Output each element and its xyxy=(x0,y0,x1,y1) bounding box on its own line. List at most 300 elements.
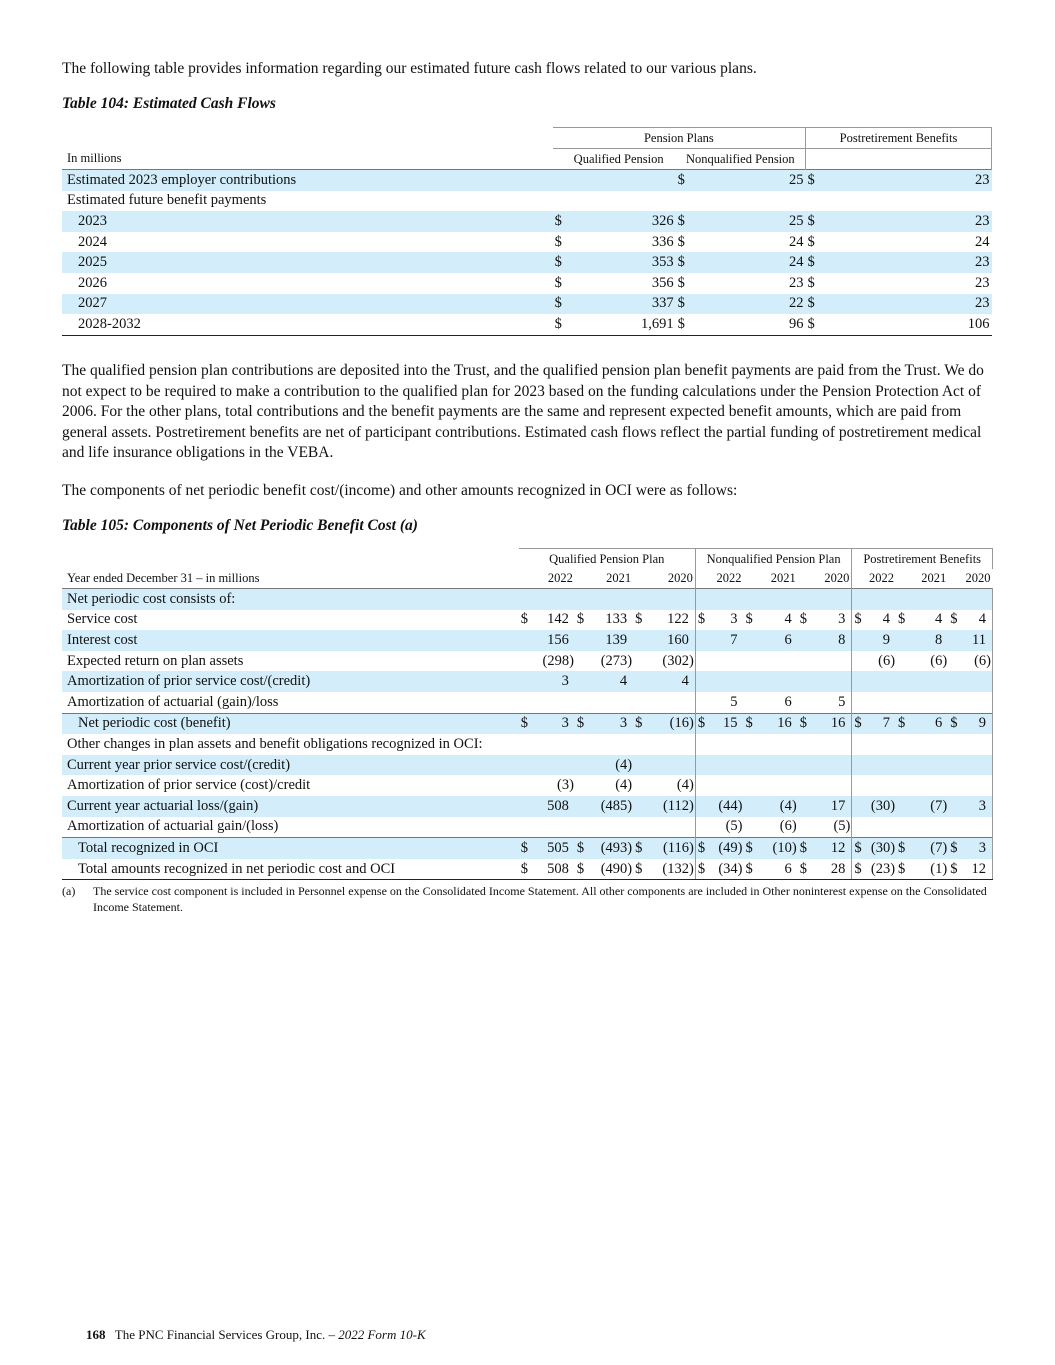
cell-value: 3 xyxy=(962,838,992,859)
cell-value: (30) xyxy=(866,838,896,859)
cell-value xyxy=(910,692,948,713)
currency-symbol xyxy=(633,755,647,776)
currency-symbol: $ xyxy=(554,274,562,291)
currency-symbol xyxy=(744,796,758,817)
cell-value: 133 xyxy=(605,611,628,628)
cell-value xyxy=(758,671,798,692)
cell-value xyxy=(812,775,852,796)
currency-symbol: $ xyxy=(896,713,910,734)
currency-symbol xyxy=(695,630,709,651)
cell-value: 28 xyxy=(812,859,852,880)
currency-symbol xyxy=(798,775,812,796)
cell-value xyxy=(962,671,992,692)
currency-symbol xyxy=(575,671,589,692)
currency-symbol: $ xyxy=(806,314,826,335)
cell-value: 23 xyxy=(826,211,992,232)
components-intro: The components of net periodic benefit cost/(income) and other amounts recognized in OCI were as follows: xyxy=(62,482,738,499)
table-row xyxy=(62,692,993,713)
currency-symbol xyxy=(695,796,709,817)
row-label: Total recognized in OCI xyxy=(62,838,519,859)
row-label: Estimated future benefit payments xyxy=(67,192,267,209)
currency-symbol xyxy=(575,692,589,713)
year-header: 2021 xyxy=(921,571,947,585)
group-header-nonqualified-plan: Nonqualified Pension Plan xyxy=(695,549,852,570)
row-label: Current year prior service cost/(credit) xyxy=(62,755,519,776)
cell-value: 16 xyxy=(758,713,798,734)
currency-symbol xyxy=(852,630,866,651)
cell-value: 6 xyxy=(784,693,792,710)
cell-value: 139 xyxy=(589,630,633,651)
cell-value: 25 xyxy=(696,211,806,232)
cell-value: 12 xyxy=(962,859,992,880)
currency-symbol: $ xyxy=(519,859,533,880)
currency-symbol xyxy=(852,755,866,776)
currency-symbol xyxy=(744,692,758,713)
cell-value xyxy=(647,589,695,610)
cell-value: (4) xyxy=(589,755,633,776)
table-105-title: Table 105: Components of Net Periodic Benefit Cost (a) xyxy=(62,517,418,534)
cell-value: 12 xyxy=(812,838,852,859)
cell-value xyxy=(866,692,896,713)
net-periodic-benefit-cost-table xyxy=(62,548,993,880)
cell-value: 4 xyxy=(882,611,891,628)
cell-value xyxy=(962,817,992,838)
currency-symbol xyxy=(948,817,962,838)
currency-symbol xyxy=(896,775,910,796)
table-row xyxy=(62,775,993,796)
currency-symbol: $ xyxy=(519,838,533,859)
currency-symbol xyxy=(852,589,866,610)
currency-symbol xyxy=(896,796,910,817)
currency-symbol xyxy=(633,651,647,672)
cell-value xyxy=(573,170,676,191)
currency-symbol xyxy=(519,775,533,796)
cell-value: 4 xyxy=(934,611,943,628)
cell-value xyxy=(533,692,575,713)
currency-symbol xyxy=(744,589,758,610)
cell-value xyxy=(910,775,948,796)
table-104-title: Table 104: Estimated Cash Flows xyxy=(62,95,276,112)
currency-symbol xyxy=(744,734,758,755)
currency-symbol xyxy=(633,796,647,817)
cell-value: (298) xyxy=(542,652,574,669)
cell-value xyxy=(812,589,852,610)
cell-value xyxy=(709,589,743,610)
currency-symbol xyxy=(852,734,866,755)
cell-value: (49) xyxy=(709,838,743,859)
cell-value xyxy=(962,755,992,776)
currency-symbol xyxy=(633,817,647,838)
currency-symbol xyxy=(948,775,962,796)
currency-symbol: $ xyxy=(948,838,962,859)
currency-symbol: $ xyxy=(635,611,643,628)
cell-value xyxy=(910,817,948,838)
cell-value xyxy=(696,191,806,212)
cell-value: 8 xyxy=(812,630,852,651)
table-row xyxy=(62,630,993,651)
cell-value: 4 xyxy=(647,671,695,692)
cell-value: (5) xyxy=(725,818,743,835)
currency-symbol xyxy=(806,191,826,212)
table-row xyxy=(62,170,992,191)
cell-value: 3 xyxy=(730,611,738,628)
currency-symbol xyxy=(575,734,589,755)
currency-symbol: $ xyxy=(898,611,906,628)
cell-value: (23) xyxy=(866,859,896,880)
cell-value xyxy=(709,755,743,776)
currency-symbol: $ xyxy=(695,713,709,734)
cell-value xyxy=(812,651,852,672)
body-paragraph: The qualified pension plan contributions are deposited into the Trust, and the qualified pension plan benefit payments are paid from the Trust. We do not expect to be required to make a contribution to the qualified plan for 2023 based on the funding calculations under the Pension Protection Act of 2006. For the other plans, total contributions and the benefit payments are the same and represent expected benefit amounts, which are paid from general assets. Postretirement benefits are net of participant contributions. Estimated cash flows reflect the partial funding of postretirement medical and life insurance obligations in the VEBA. xyxy=(62,362,984,462)
cell-value xyxy=(910,671,948,692)
cell-value xyxy=(709,734,743,755)
cell-value: (34) xyxy=(709,859,743,880)
currency-symbol xyxy=(519,734,533,755)
cell-value: 4 xyxy=(784,611,792,628)
currency-symbol: $ xyxy=(695,610,709,631)
cell-value xyxy=(573,191,676,212)
currency-symbol xyxy=(575,589,589,610)
cell-value xyxy=(866,775,896,796)
currency-symbol xyxy=(633,692,647,713)
cell-value: 3 xyxy=(533,713,575,734)
cell-value xyxy=(962,692,992,713)
currency-symbol xyxy=(519,671,533,692)
cell-value: 22 xyxy=(696,294,806,315)
group-header-postretirement-benefits: Postretirement Benefits xyxy=(852,549,993,570)
row-label: Current year actuarial loss/(gain) xyxy=(62,796,519,817)
cell-value: 96 xyxy=(696,314,806,335)
cell-value: 160 xyxy=(647,630,695,651)
currency-symbol: $ xyxy=(677,274,685,291)
currency-symbol xyxy=(852,692,866,713)
cell-value: (6) xyxy=(930,652,948,669)
currency-symbol: $ xyxy=(806,294,826,315)
currency-symbol xyxy=(575,755,589,776)
currency-symbol xyxy=(575,775,589,796)
cell-value xyxy=(910,755,948,776)
currency-symbol: $ xyxy=(806,170,826,191)
currency-symbol xyxy=(948,589,962,610)
cell-value: (4) xyxy=(758,796,798,817)
currency-symbol xyxy=(948,630,962,651)
cell-value xyxy=(758,651,798,672)
currency-symbol: $ xyxy=(554,233,562,250)
cell-value: (44) xyxy=(709,796,743,817)
currency-symbol: $ xyxy=(575,713,589,734)
row-label: 2027 xyxy=(62,294,553,315)
currency-symbol xyxy=(798,671,812,692)
currency-symbol xyxy=(519,630,533,651)
currency-symbol: $ xyxy=(695,859,709,880)
table-row xyxy=(62,252,992,273)
cell-value: 5 xyxy=(730,693,738,710)
cell-value xyxy=(589,589,633,610)
currency-symbol: $ xyxy=(553,314,573,335)
currency-symbol xyxy=(896,817,910,838)
cell-value: (6) xyxy=(878,652,896,669)
table-row xyxy=(62,838,993,859)
cell-value: (3) xyxy=(556,777,574,794)
currency-symbol: $ xyxy=(633,838,647,859)
currency-symbol xyxy=(695,692,709,713)
cell-value: (1) xyxy=(910,859,948,880)
currency-symbol: $ xyxy=(948,859,962,880)
currency-symbol xyxy=(553,170,573,191)
currency-symbol: $ xyxy=(806,252,826,273)
cell-value xyxy=(647,692,695,713)
currency-symbol xyxy=(633,630,647,651)
currency-symbol: $ xyxy=(896,838,910,859)
currency-symbol xyxy=(798,734,812,755)
cell-value: (4) xyxy=(676,777,694,794)
cell-value: 142 xyxy=(547,611,569,628)
currency-symbol xyxy=(948,755,962,776)
currency-symbol xyxy=(798,630,812,651)
cell-value: 8 xyxy=(910,630,948,651)
cell-value: 25 xyxy=(696,170,806,191)
currency-symbol: $ xyxy=(553,294,573,315)
row-label: Estimated 2023 employer contributions xyxy=(62,170,553,191)
cell-value: 6 xyxy=(910,713,948,734)
cell-value: 24 xyxy=(696,252,806,273)
cell-value xyxy=(866,589,896,610)
currency-symbol: $ xyxy=(852,838,866,859)
cell-value xyxy=(758,734,798,755)
currency-symbol xyxy=(519,589,533,610)
cell-value: 23 xyxy=(789,274,804,291)
row-label: 2026 xyxy=(78,274,107,291)
currency-symbol: $ xyxy=(576,611,585,628)
currency-symbol xyxy=(896,734,910,755)
cell-value: (302) xyxy=(662,652,694,669)
cell-value: 6 xyxy=(758,859,798,880)
currency-symbol: $ xyxy=(520,611,528,628)
currency-symbol xyxy=(948,671,962,692)
table-row xyxy=(62,191,992,212)
cell-value xyxy=(962,589,992,610)
cell-value xyxy=(709,671,743,692)
currency-symbol xyxy=(744,755,758,776)
cell-value: 3 xyxy=(838,611,846,628)
cell-value xyxy=(866,755,896,776)
cell-value: 106 xyxy=(826,314,992,335)
currency-symbol: $ xyxy=(676,252,696,273)
currency-symbol xyxy=(695,589,709,610)
cell-value: 9 xyxy=(962,713,992,734)
cell-value xyxy=(533,589,575,610)
cell-value: 336 xyxy=(651,233,674,250)
table-row xyxy=(62,671,993,692)
currency-symbol xyxy=(948,796,962,817)
currency-symbol: $ xyxy=(633,859,647,880)
cell-value: 3 xyxy=(589,713,633,734)
cell-value: 4 xyxy=(589,671,633,692)
currency-symbol xyxy=(695,775,709,796)
currency-symbol: $ xyxy=(677,233,685,250)
cell-value xyxy=(589,692,633,713)
table-row xyxy=(62,314,992,335)
currency-symbol: $ xyxy=(896,859,910,880)
currency-symbol: $ xyxy=(575,838,589,859)
cell-value xyxy=(910,734,948,755)
currency-symbol: $ xyxy=(799,611,807,628)
row-label: Net periodic cost (benefit) xyxy=(62,713,519,734)
currency-symbol: $ xyxy=(950,611,958,628)
cell-value xyxy=(709,775,743,796)
cell-value: 3 xyxy=(533,671,575,692)
cell-value xyxy=(647,734,695,755)
table-row xyxy=(62,734,993,755)
page-footer xyxy=(86,1327,426,1343)
cell-value xyxy=(910,589,948,610)
cell-value: 11 xyxy=(962,630,992,651)
row-label: 2025 xyxy=(62,252,553,273)
cell-value: 326 xyxy=(573,211,676,232)
cell-value: 3 xyxy=(962,796,992,817)
table-row xyxy=(62,294,992,315)
cell-value: 5 xyxy=(838,693,846,710)
table-row xyxy=(62,211,992,232)
row-label: Amortization of prior service cost/(credit) xyxy=(62,671,519,692)
year-header: 2022 xyxy=(716,571,742,585)
cell-value xyxy=(709,651,743,672)
currency-symbol: $ xyxy=(695,838,709,859)
table-row xyxy=(62,713,993,734)
year-header: 2022 xyxy=(547,571,573,585)
currency-symbol: $ xyxy=(798,713,812,734)
currency-symbol xyxy=(852,671,866,692)
cell-value xyxy=(533,817,575,838)
currency-symbol xyxy=(633,734,647,755)
currency-symbol xyxy=(852,651,866,672)
currency-symbol xyxy=(676,191,696,212)
currency-symbol xyxy=(852,817,866,838)
cell-value xyxy=(758,589,798,610)
row-label: Other changes in plan assets and benefit obligations recognized in OCI: xyxy=(67,735,483,752)
cell-value xyxy=(647,817,695,838)
cell-value: (490) xyxy=(589,859,633,880)
currency-symbol: $ xyxy=(806,211,826,232)
table-row xyxy=(62,651,993,672)
currency-symbol: $ xyxy=(852,610,866,631)
currency-symbol: $ xyxy=(676,211,696,232)
cell-value: 23 xyxy=(975,274,990,291)
cell-value xyxy=(866,734,896,755)
currency-symbol: $ xyxy=(553,252,573,273)
group-header-pension-plans: Pension Plans xyxy=(553,128,806,149)
cell-value: (10) xyxy=(758,838,798,859)
currency-symbol: $ xyxy=(676,294,696,315)
currency-symbol xyxy=(553,191,573,212)
currency-symbol: $ xyxy=(852,859,866,880)
cell-value: (6) xyxy=(962,651,992,672)
currency-symbol xyxy=(852,796,866,817)
cell-value xyxy=(812,734,852,755)
page-number: 168 xyxy=(86,1327,106,1342)
currency-symbol xyxy=(744,671,758,692)
currency-symbol: $ xyxy=(798,859,812,880)
cell-value: 15 xyxy=(709,713,743,734)
currency-symbol xyxy=(852,775,866,796)
cell-value xyxy=(647,755,695,776)
cell-value: 9 xyxy=(866,630,896,651)
currency-symbol xyxy=(896,692,910,713)
cell-value xyxy=(758,775,798,796)
footnote-marker: (a) xyxy=(62,884,76,898)
cell-value xyxy=(826,191,992,212)
cell-value: (7) xyxy=(910,796,948,817)
currency-symbol xyxy=(798,817,812,838)
currency-symbol xyxy=(519,692,533,713)
row-label: Amortization of prior service (cost)/credit xyxy=(67,777,311,794)
currency-symbol xyxy=(695,755,709,776)
currency-symbol xyxy=(896,589,910,610)
cell-value: 6 xyxy=(758,630,798,651)
currency-symbol xyxy=(575,651,589,672)
currency-symbol xyxy=(896,630,910,651)
currency-symbol xyxy=(896,671,910,692)
currency-symbol xyxy=(575,630,589,651)
currency-symbol: $ xyxy=(676,314,696,335)
cell-value: 508 xyxy=(533,796,575,817)
currency-symbol xyxy=(798,755,812,776)
currency-symbol xyxy=(744,651,758,672)
cell-value: 24 xyxy=(789,233,804,250)
row-label: 2028-2032 xyxy=(62,314,553,335)
currency-symbol xyxy=(519,796,533,817)
row-label: 2024 xyxy=(78,233,107,250)
currency-symbol xyxy=(633,775,647,796)
row-label: Service cost xyxy=(67,611,138,628)
cell-value: (116) xyxy=(647,838,695,859)
currency-symbol xyxy=(798,796,812,817)
currency-symbol xyxy=(744,630,758,651)
cell-value xyxy=(589,734,633,755)
currency-symbol: $ xyxy=(807,274,815,291)
currency-symbol: $ xyxy=(744,713,758,734)
currency-symbol xyxy=(519,817,533,838)
cell-value: (5) xyxy=(833,818,851,835)
currency-symbol: $ xyxy=(519,713,533,734)
col-header-nonqualified: Nonqualified Pension xyxy=(676,149,806,170)
year-header: 2020 xyxy=(824,571,850,585)
table-row xyxy=(62,796,993,817)
currency-symbol: $ xyxy=(553,211,573,232)
currency-symbol: $ xyxy=(575,859,589,880)
currency-symbol: $ xyxy=(798,838,812,859)
col-header-qualified: Qualified Pension xyxy=(553,149,676,170)
cell-value: (30) xyxy=(866,796,896,817)
currency-symbol xyxy=(695,734,709,755)
currency-symbol xyxy=(896,755,910,776)
cell-value: 122 xyxy=(667,611,689,628)
intro-text: The following table provides information regarding our estimated future cash flows related to our various plans. xyxy=(62,60,757,77)
cell-value: (112) xyxy=(647,796,695,817)
cell-value: 353 xyxy=(573,252,676,273)
cell-value: 356 xyxy=(651,274,674,291)
year-header: 2020 xyxy=(965,571,991,585)
cell-value xyxy=(812,755,852,776)
currency-symbol xyxy=(519,755,533,776)
group-header-postretirement: Postretirement Benefits xyxy=(806,128,992,149)
footnote-text: The service cost component is included in Personnel expense on the Consolidated Income Statement. All other components are included in Other noninterest expense on the Consolidated Income Statement. xyxy=(93,884,987,914)
currency-symbol xyxy=(948,734,962,755)
currency-symbol xyxy=(695,651,709,672)
cell-value: (6) xyxy=(779,818,797,835)
cell-value xyxy=(866,671,896,692)
currency-symbol xyxy=(798,589,812,610)
